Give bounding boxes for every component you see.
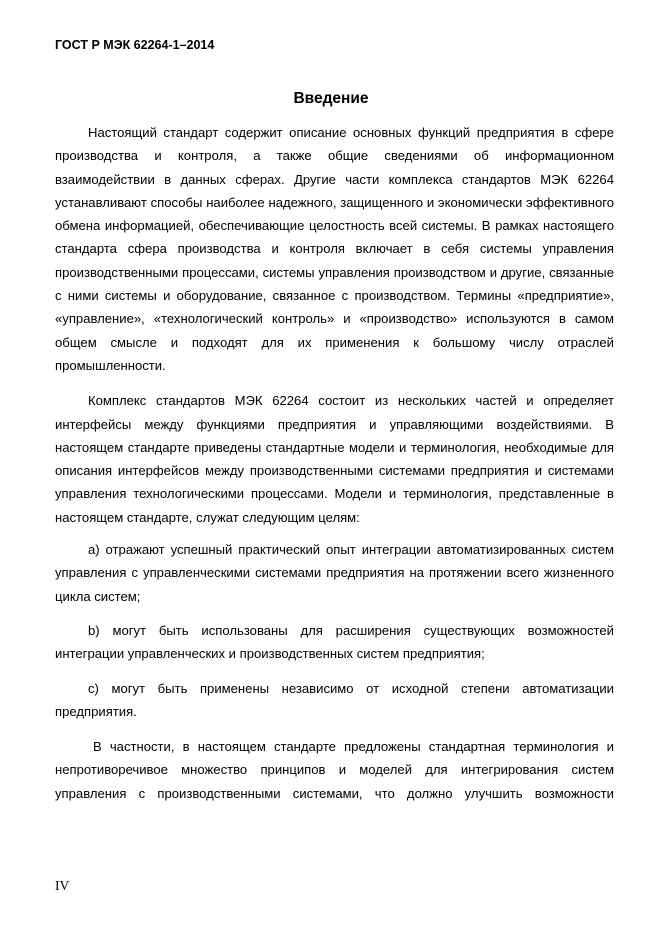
section-title: Введение — [293, 90, 369, 107]
page-number: IV — [55, 878, 70, 893]
intro-paragraph-3: В частности, в настоящем стандарте предложены стандартная терминология и непротиворечивое множество принципов и моделей для интегрирования систем управления с производственными системами, что должно улучшить возможности — [55, 739, 614, 801]
document-header: ГОСТ Р МЭК 62264-1–2014 — [55, 38, 215, 52]
intro-paragraph-2: Комплекс стандартов МЭК 62264 состоит из нескольких частей и определяет интерфейсы между функциями предприятия и управляющими воздействиями. В настоящем стандарте приведены стандартные модели и терминология, необходимые для описания интерфейсов между производственными системами предприятия и системами управления технологическими процессами. Модели и терминология, представленные в настоящем стандарте, служат следующим целям: — [55, 393, 614, 525]
list-item-a: a) отражают успешный практический опыт интеграции автоматизированных систем управления с управленческими системами предприятия на протяжении всего жизненного цикла систем; — [55, 542, 614, 604]
list-item-b: b) могут быть использованы для расширения существующих возможностей интеграции управленческих и производственных систем предприятия; — [55, 622, 614, 662]
list-item-c: c) могут быть применены независимо от исходной степени автоматизации предприятия. — [55, 680, 614, 719]
body-text — [55, 121, 614, 805]
intro-paragraph-1: Настоящий стандарт содержит описание основных функций предприятия в сфере производства и контроля, а также общие сведениями об информационном взаимодействии в данных сферах. Другие части комплекса стандартов МЭК 62264 устанавливают способы наиболее надежного, защищенного и экономически эффективного обмена информацией, обеспечивающие целостность всей системы. В рамках настоящего стандарта сфера производства и контроля включает в себя системы управления производственными процессами, системы управления производством и другие, связанные с ними системы и оборудование, связанное с производством. Термины «предприятие», «управление», «технологический контроль» и «производство» используются в самом общем смысле и подходят для их применения к большому числу отраслей промышленности. — [55, 125, 614, 373]
